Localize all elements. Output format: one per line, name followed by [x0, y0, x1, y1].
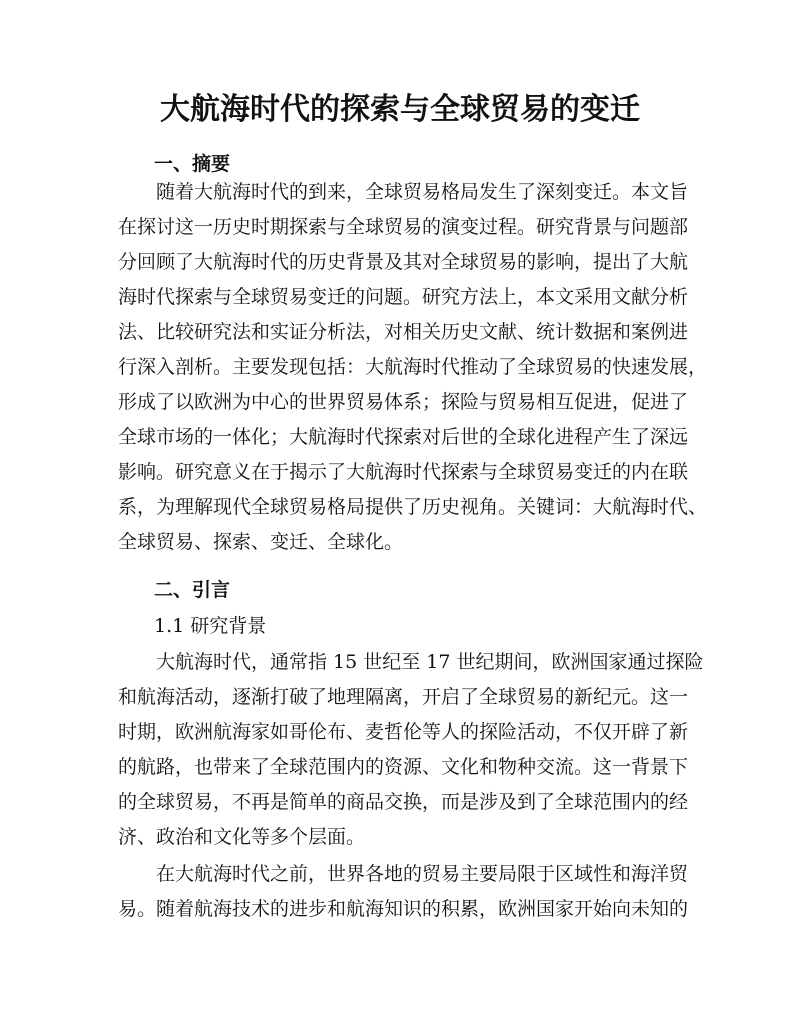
- text-line: 海时代探索与全球贸易变迁的问题。研究方法上，本文采用文献分析: [118, 286, 689, 308]
- text-line: 在探讨这一历史时期探索与全球贸易的演变过程。研究背景与问题部: [118, 216, 689, 238]
- text-line: 影响。研究意义在于揭示了大航海时代探索与全球贸易变迁的内在联: [118, 461, 689, 483]
- document-title: 大航海时代的探索与全球贸易的变迁: [160, 92, 640, 127]
- text-line: 济、政治和文化等多个层面。: [118, 826, 366, 848]
- text-line: 的航路，也带来了全球范围内的资源、文化和物种交流。这一背景下: [118, 756, 689, 778]
- text-line: 大航海时代，通常指 15 世纪至 17 世纪期间，欧洲国家通过探险: [156, 651, 704, 673]
- text-line: 的全球贸易，不再是简单的商品交换，而是涉及到了全球范围内的经: [118, 791, 689, 813]
- text-line: 全球贸易、探索、变迁、全球化。: [118, 531, 404, 553]
- text-line: 分回顾了大航海时代的历史背景及其对全球贸易的影响，提出了大航: [118, 251, 689, 273]
- text-line: 形成了以欧洲为中心的世界贸易体系；探险与贸易相互促进，促进了: [118, 391, 689, 413]
- text-line: 易。随着航海技术的进步和航海知识的积累，欧洲国家开始向未知的: [118, 898, 689, 920]
- text-line: 随着大航海时代的到来，全球贸易格局发生了深刻变迁。本文旨: [156, 181, 689, 203]
- text-line: 在大航海时代之前，世界各地的贸易主要局限于区域性和海洋贸: [156, 863, 689, 885]
- text-line: 全球市场的一体化；大航海时代探索对后世的全球化进程产生了深远: [118, 426, 689, 448]
- background-paragraph-1: [118, 645, 704, 855]
- section-heading-introduction: 二、引言: [154, 579, 231, 601]
- text-line: 系，为理解现代全球贸易格局提供了历史视角。关键词：大航海时代、: [118, 496, 708, 518]
- text-line: 法、比较研究法和实证分析法，对相关历史文献、统计数据和案例进: [118, 321, 689, 343]
- background-paragraph-2: [118, 857, 689, 927]
- abstract-paragraph: [118, 175, 708, 560]
- text-line: 行深入剖析。主要发现包括：大航海时代推动了全球贸易的快速发展，: [118, 356, 708, 378]
- subsection-heading-background: 1.1 研究背景: [154, 615, 267, 637]
- text-line: 时期，欧洲航海家如哥伦布、麦哲伦等人的探险活动，不仅开辟了新: [118, 721, 689, 743]
- section-heading-abstract: 一、摘要: [154, 153, 231, 175]
- text-line: 和航海活动，逐渐打破了地理隔离，开启了全球贸易的新纪元。这一: [118, 686, 689, 708]
